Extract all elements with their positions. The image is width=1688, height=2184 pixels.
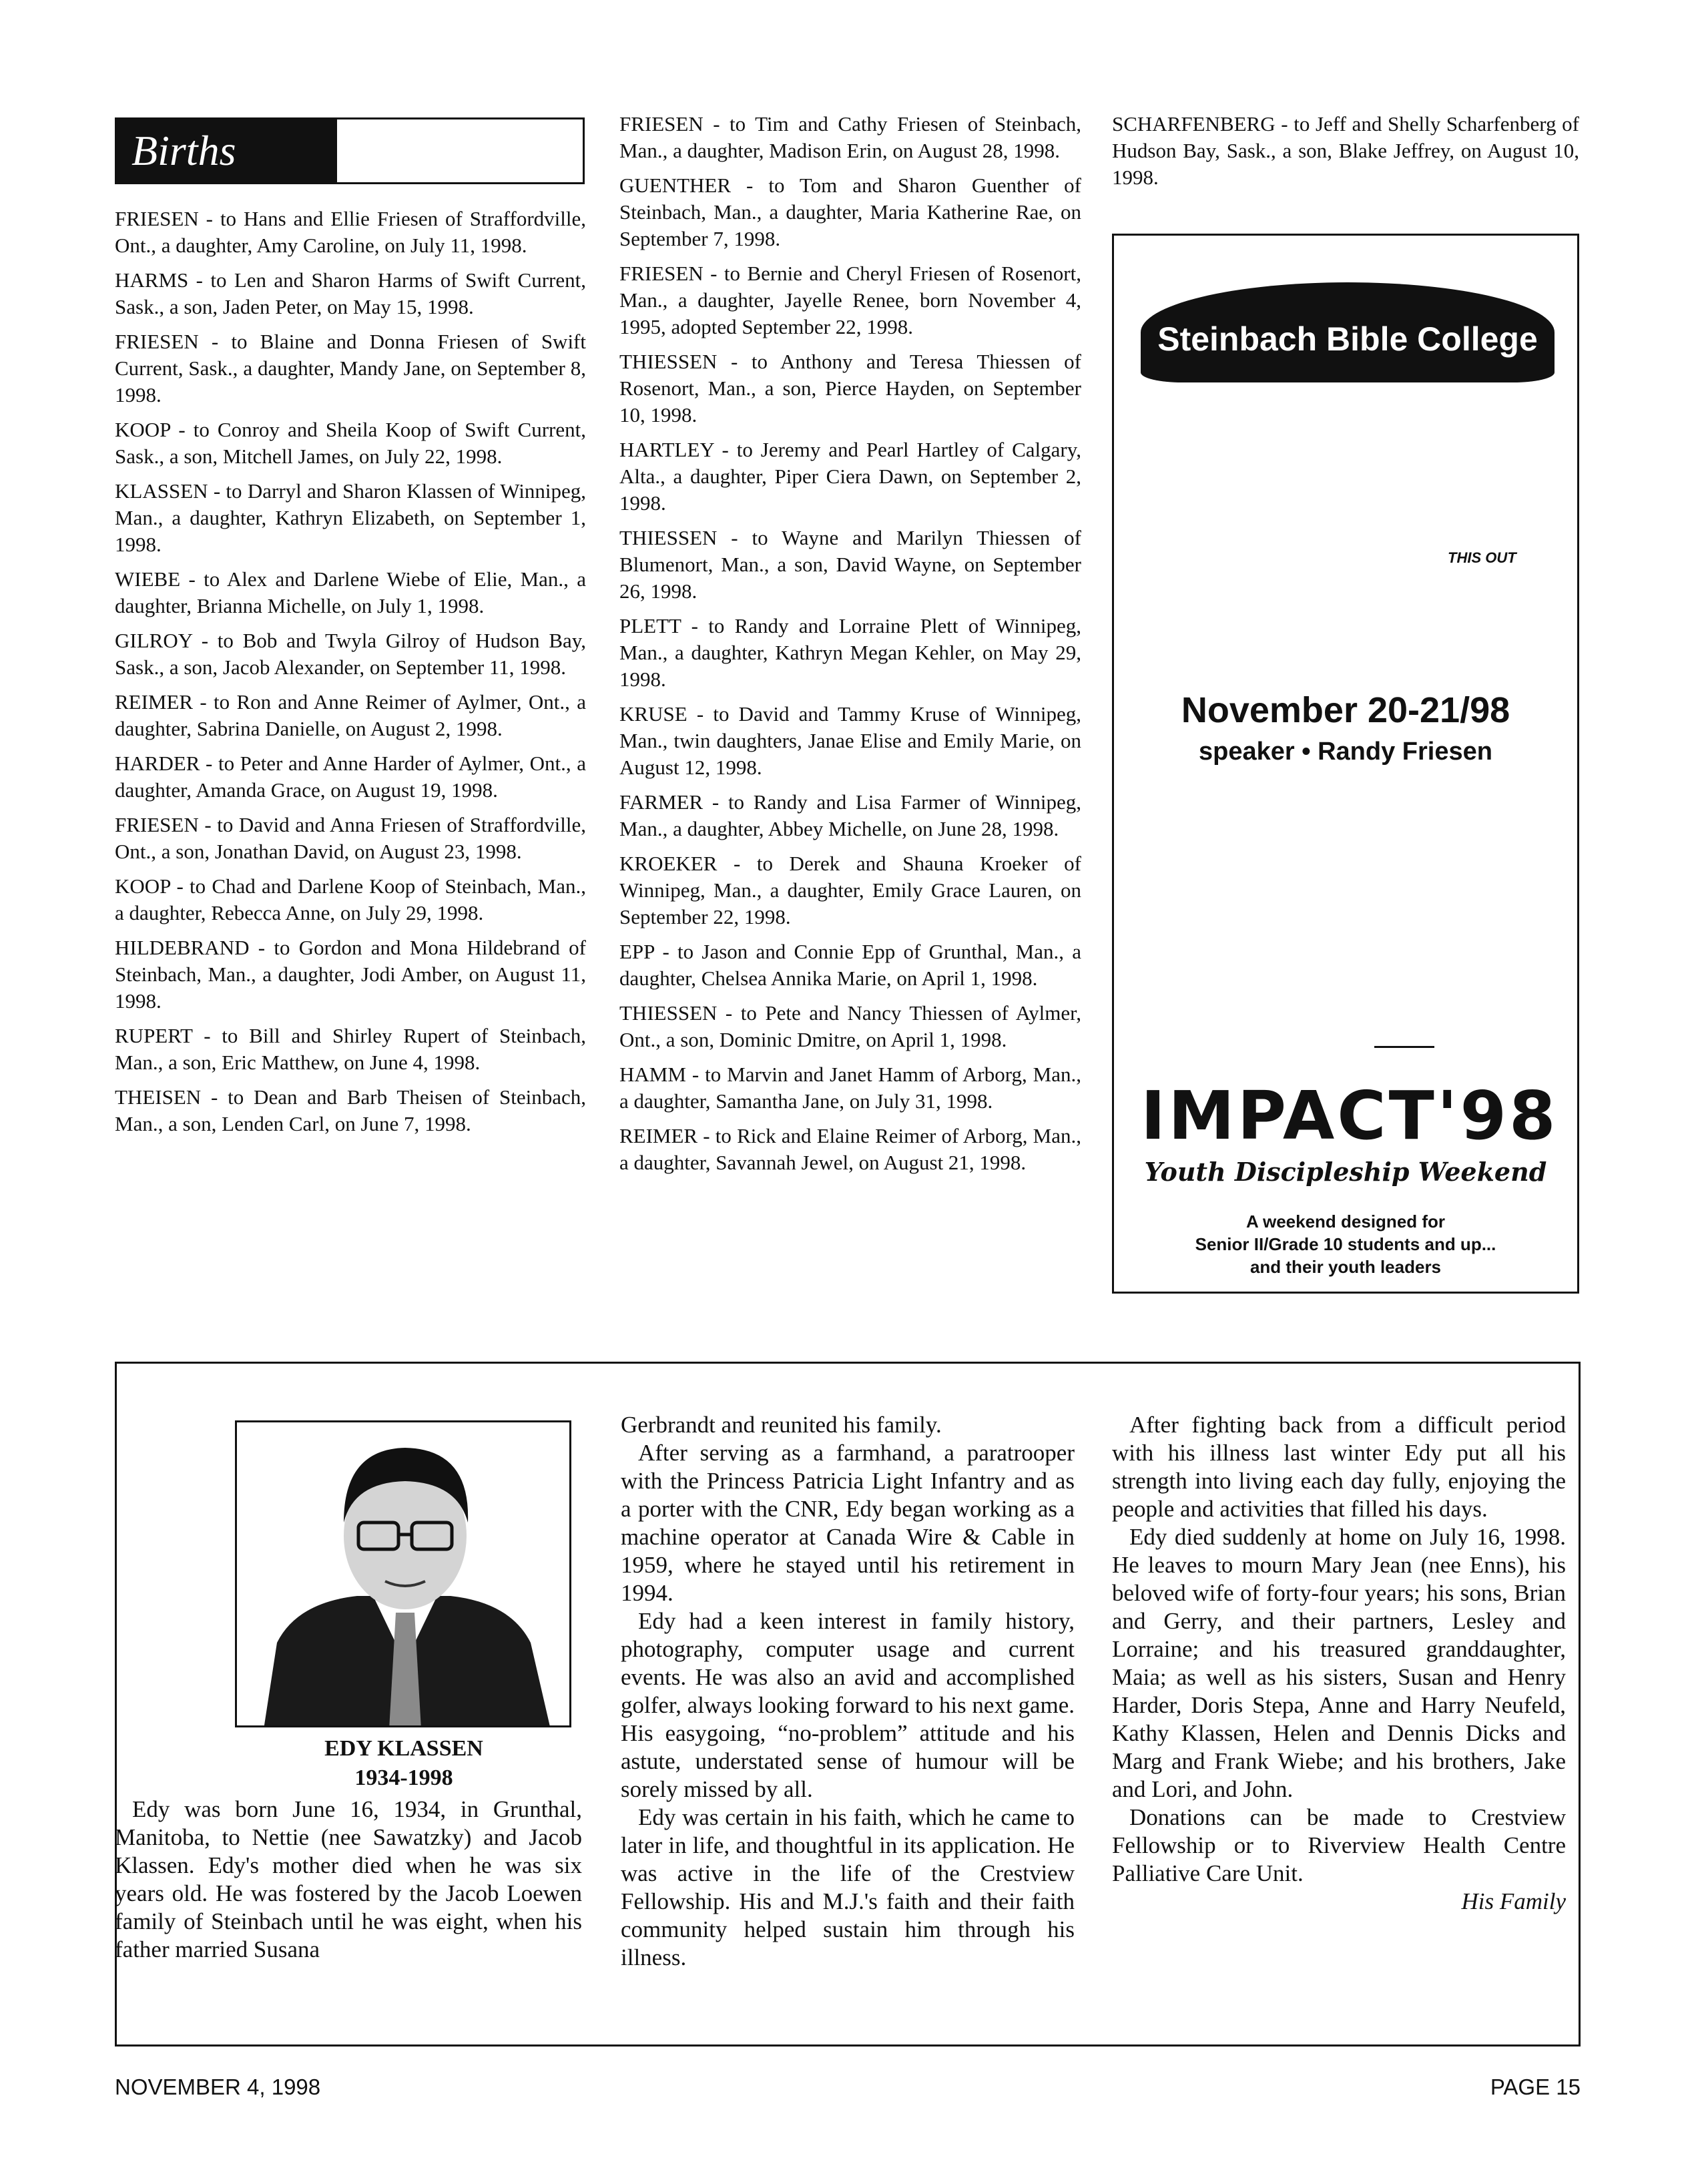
footer-page-number: PAGE 15: [1490, 2075, 1581, 2099]
birth-entry: FRIESEN - to David and Anna Friesen of Straffordville, Ont., a son, Jonathan David, on August 23, 1998.: [115, 813, 586, 863]
birth-entry: RUPERT - to Bill and Shirley Rupert of Steinbach, Man., a son, Eric Matthew, on June 4, 1998.: [115, 1024, 586, 1074]
obituary-heading: [200, 1734, 607, 1793]
birth-entry: THEISEN - to Dean and Barb Theisen of Steinbach, Man., a son, Lenden Carl, on June 7, 1998.: [115, 1085, 586, 1135]
birth-entry: FRIESEN - to Blaine and Donna Friesen of Swift Current, Sask., a daughter, Mandy Jane, on September 8, 1998.: [115, 330, 586, 406]
obituary-signature: His Family: [1461, 1888, 1566, 1914]
obituary-column-3: [1112, 1411, 1566, 1916]
birth-entry: KLASSEN - to Darryl and Sharon Klassen of Winnipeg, Man., a daughter, Kathryn Elizabeth, on September 1, 1998.: [115, 479, 586, 556]
obituary-column-1: [115, 1796, 582, 1964]
obituary-paragraph: Edy died suddenly at home on July 16, 1998. He leaves to mourn Mary Jean (nee Enns), his beloved wife of forty-four years; his sons, Brian and Gerry, and their partners, Lesley and Lorraine; and his treasured granddaughter, Maia; as well as his sisters, Susan and Henry Harder, Doris Stepa, Anne and Harry Neufeld, Kathy Klassen, Helen and Dennis Dicks and Marg and Frank Wiebe; and his brothers, Jake and Lori, and John.: [1112, 1524, 1566, 1802]
ad-college-name: Steinbach Bible College: [1141, 282, 1555, 382]
ad-subtitle: Youth Discipleship Weekend: [1144, 1157, 1547, 1187]
birth-entry: GUENTHER - to Tom and Sharon Guenther of Steinbach, Man., a daughter, Maria Katherine Rae, on September 7, 1998.: [619, 174, 1081, 250]
births-column-1: [115, 206, 586, 1145]
obituary-photo: [235, 1420, 571, 1727]
ad-badge: THIS OUT: [1448, 549, 1516, 566]
births-column-3: [1112, 111, 1579, 199]
birth-entry: THIESSEN - to Anthony and Teresa Thiessen of Rosenort, Man., a son, Pierce Hayden, on September 10, 1998.: [619, 350, 1081, 427]
birth-entry: WIEBE - to Alex and Darlene Wiebe of Elie, Man., a daughter, Brianna Michelle, on July 1, 1998.: [115, 567, 586, 617]
birth-entry: FRIESEN - to Hans and Ellie Friesen of Straffordville, Ont., a daughter, Amy Caroline, on July 11, 1998.: [115, 207, 586, 257]
ad-desc-line-1: A weekend designed for: [1245, 1211, 1446, 1232]
obituary-paragraph: After serving as a farmhand, a paratrooper with the Princess Patricia Light Infantry and as a porter with the CNR, Edy began working as a machine operator at Canada Wire & Cable in 1959, where he stayed until his retirement in 1994.: [621, 1440, 1075, 1606]
obituary-paragraph: Gerbrandt and reunited his family.: [621, 1412, 942, 1438]
obituary-column-2: [621, 1411, 1075, 1972]
ad-desc-line-3: and their youth leaders: [1249, 1257, 1442, 1277]
birth-entry: FRIESEN - to Tim and Cathy Friesen of Steinbach, Man., a daughter, Madison Erin, on August 28, 1998.: [619, 112, 1081, 162]
births-header: [115, 117, 585, 184]
birth-entry: HARDER - to Peter and Anne Harder of Aylmer, Ont., a daughter, Amanda Grace, on August 19, 1998.: [115, 752, 586, 802]
birth-entry: HAMM - to Marvin and Janet Hamm of Arborg, Man., a daughter, Samantha Jane, on July 31, 1998.: [619, 1063, 1081, 1113]
birth-entry: KRUSE - to David and Tammy Kruse of Winnipeg, Man., twin daughters, Janae Elise and Emily Marie, on August 12, 1998.: [619, 702, 1081, 779]
ad-date: November 20-21/98: [1181, 690, 1510, 730]
birth-entry: THIESSEN - to Wayne and Marilyn Thiessen of Blumenort, Man., a son, David Wayne, on September 26, 1998.: [619, 526, 1081, 603]
birth-entry: SCHARFENBERG - to Jeff and Shelly Scharfenberg of Hudson Bay, Sask., a son, Blake Jeffrey, on August 10, 1998.: [1112, 112, 1579, 189]
obituary-paragraph: Edy had a keen interest in family history, photography, computer usage and current events. He was also an avid and accomplished golfer, always looking forward to his next game. His easygoing, “no-problem” attitude and his astute, understated sense of humour will be sorely missed by all.: [621, 1608, 1075, 1802]
obituary-paragraph: Donations can be made to Crestview Fellowship or to Riverview Health Centre Palliative Care Unit.: [1112, 1804, 1566, 1886]
birth-entry: HARTLEY - to Jeremy and Pearl Hartley of Calgary, Alta., a daughter, Piper Ciera Dawn, on September 2, 1998.: [619, 438, 1081, 515]
birth-entry: HILDEBRAND - to Gordon and Mona Hildebrand of Steinbach, Man., a daughter, Jodi Amber, on August 11, 1998.: [115, 936, 586, 1013]
obituary-years: 1934-1998: [354, 1765, 453, 1790]
birth-entry: FRIESEN - to Bernie and Cheryl Friesen of Rosenort, Man., a daughter, Jayelle Renee, born November 4, 1995, adopted September 22, 1998.: [619, 262, 1081, 338]
obituary-paragraph: Edy was born June 16, 1934, in Grunthal, Manitoba, to Nettie (nee Sawatzky) and Jacob Klassen. Edy's mother died when he was six years old. He was fostered by the Jacob Loewen family of Steinbach until he was eight, when his father married Susana: [115, 1796, 582, 1962]
birth-entry: REIMER - to Rick and Elaine Reimer of Arborg, Man., a daughter, Savannah Jewel, on August 21, 1998.: [619, 1124, 1081, 1174]
birth-entry: PLETT - to Randy and Lorraine Plett of Winnipeg, Man., a daughter, Kathryn Megan Kehler, on May 29, 1998.: [619, 614, 1081, 691]
ad-divider: [1374, 1046, 1434, 1048]
birth-entry: KROEKER - to Derek and Shauna Kroeker of Winnipeg, Man., a daughter, Emily Grace Lauren, on September 22, 1998.: [619, 852, 1081, 928]
birth-entry: FARMER - to Randy and Lisa Farmer of Winnipeg, Man., a daughter, Abbey Michelle, on June 28, 1998.: [619, 790, 1081, 840]
birth-entry: REIMER - to Ron and Anne Reimer of Aylmer, Ont., a daughter, Sabrina Danielle, on August 2, 1998.: [115, 690, 586, 740]
footer-date: NOVEMBER 4, 1998: [115, 2075, 321, 2099]
ad-description: [1114, 1210, 1577, 1278]
births-column-2: [619, 111, 1081, 1184]
ad-desc-line-2: Senior II/Grade 10 students and up...: [1195, 1234, 1496, 1254]
ad-speaker: speaker • Randy Friesen: [1199, 738, 1492, 766]
birth-entry: KOOP - to Chad and Darlene Koop of Steinbach, Man., a daughter, Rebecca Anne, on July 29, 1998.: [115, 874, 586, 924]
ad-event-title: IMPACT'98: [1141, 1077, 1559, 1155]
obituary-name: EDY KLASSEN: [324, 1736, 483, 1761]
birth-entry: HARMS - to Len and Sharon Harms of Swift Current, Sask., a son, Jaden Peter, on May 15, 1998.: [115, 268, 586, 318]
college-advertisement: [1112, 234, 1579, 1294]
birth-entry: THIESSEN - to Pete and Nancy Thiessen of Aylmer, Ont., a son, Dominic Dmitre, on April 1, 1998.: [619, 1001, 1081, 1051]
obituary-paragraph: Edy was certain in his faith, which he came to later in life, and thoughtful in its application. He was active in the life of the Crestview Fellowship. His and M.J.'s faith and their faith community helped sustain him through his illness.: [621, 1804, 1075, 1970]
birth-entry: GILROY - to Bob and Twyla Gilroy of Hudson Bay, Sask., a son, Jacob Alexander, on September 11, 1998.: [115, 629, 586, 679]
birth-entry: KOOP - to Conroy and Sheila Koop of Swift Current, Sask., a son, Mitchell James, on July 22, 1998.: [115, 418, 586, 468]
obituary-paragraph: After fighting back from a difficult period with his illness last winter Edy put all his strength into living each day fully, enjoying the people and activities that filled his days.: [1112, 1412, 1566, 1522]
births-title: Births: [117, 119, 337, 182]
portrait-photo-icon: [237, 1422, 571, 1727]
birth-entry: EPP - to Jason and Connie Epp of Grunthal, Man., a daughter, Chelsea Annika Marie, on April 1, 1998.: [619, 940, 1081, 990]
